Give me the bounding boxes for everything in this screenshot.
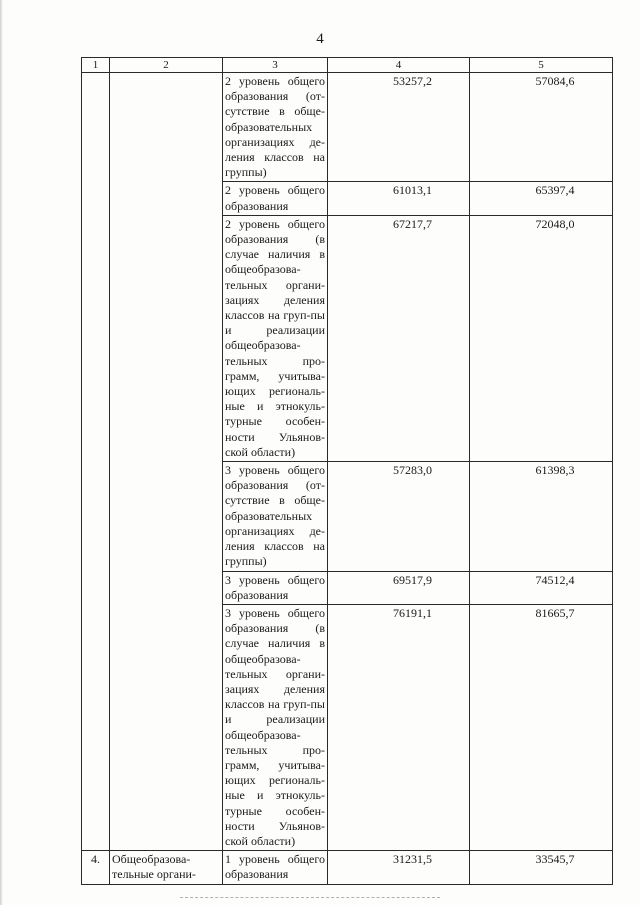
table-row: [82, 73, 613, 182]
header-cell-2: 2: [110, 58, 223, 73]
level-cell: 3 уровень общего образования (от-сутствие в обще-образовательных организациях де-ления классов на группы): [223, 462, 328, 571]
value-cell-col4: 57283,0: [328, 462, 470, 571]
header-cell-4: 4: [328, 58, 470, 73]
table-row-4: [82, 851, 613, 884]
value-cell-col5: 74512,4: [470, 571, 613, 604]
value-cell-col4: 69517,9: [328, 571, 470, 604]
level-cell: 2 уровень общего образования: [223, 182, 328, 215]
table-header-row: [82, 58, 613, 73]
row-number-cell: [82, 73, 110, 851]
row-name-cell: [110, 73, 223, 851]
row-number-cell: 4.: [82, 851, 110, 884]
level-cell: 3 уровень общего образования (в случае наличия в общеобразова-тельных органи-зациях деления классов на груп-пы и реализации общеобразова-тельных про-грамм, учитыва-ющих региональ-ные и этнокуль-турные особен-ности Ульянов-ской области): [223, 604, 328, 850]
value-cell-col4: 31231,5: [328, 851, 470, 884]
value-cell-col4: 76191,1: [328, 604, 470, 850]
level-cell: 1 уровень общего образования: [223, 851, 328, 884]
header-cell-5: 5: [470, 58, 613, 73]
value-cell-col4: 61013,1: [328, 182, 470, 215]
level-cell: 2 уровень общего образования (от-сутствие в обще-образовательных организациях де-ления классов на группы): [223, 73, 328, 182]
scan-edge: [0, 0, 3, 905]
header-cell-3: 3: [223, 58, 328, 73]
value-cell-col5: 57084,6: [470, 73, 613, 182]
value-cell-col5: 72048,0: [470, 215, 613, 461]
value-cell-col4: 53257,2: [328, 73, 470, 182]
level-cell: 2 уровень общего образования (в случае наличия в общеобразова-тельных органи-зациях деления классов на груп-пы и реализации общеобразова-тельных про-грамм, учитыва-ющих региональ-ные и этнокуль-турные особен-ности Ульянов-ской области): [223, 215, 328, 461]
page-number: 4: [316, 31, 324, 47]
header-cell-1: 1: [82, 58, 110, 73]
value-cell-col4: 67217,7: [328, 215, 470, 461]
tariff-table: [81, 57, 613, 885]
value-cell-col5: 65397,4: [470, 182, 613, 215]
value-cell-col5: 61398,3: [470, 462, 613, 571]
level-cell: 3 уровень общего образования: [223, 571, 328, 604]
scan-artifact-line: [180, 897, 440, 899]
row-name-cell: Общеобразова-тельные органи-: [110, 851, 223, 884]
value-cell-col5: 33545,7: [470, 851, 613, 884]
value-cell-col5: 81665,7: [470, 604, 613, 850]
